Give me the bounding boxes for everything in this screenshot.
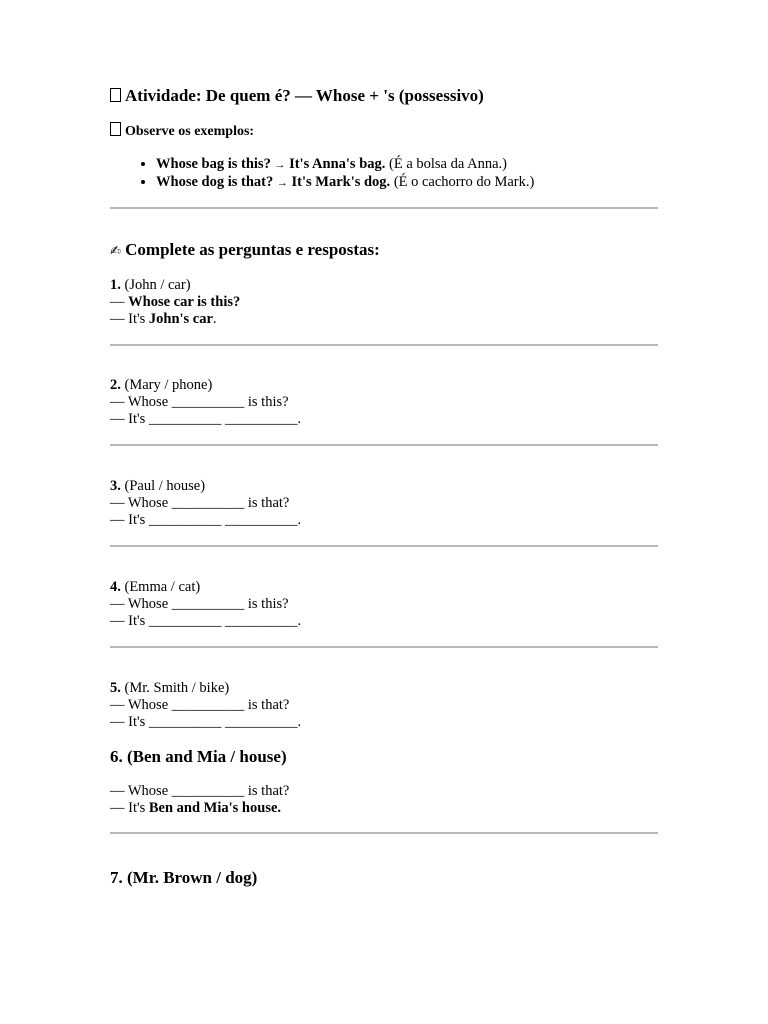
answer-text: John's car — [148, 311, 213, 327]
exercise-prompt — [110, 478, 301, 495]
exercise-number: 2. — [110, 377, 121, 393]
exercise-answer — [110, 800, 289, 817]
arrow-right-icon: → — [274, 159, 286, 171]
example-answer: It's Mark's dog. — [291, 174, 391, 190]
exercise-5 — [110, 680, 301, 731]
answer-text: Ben and Mia's house. — [148, 800, 282, 816]
exercise-question: — Whose __________ is this? — [110, 394, 289, 410]
exercise-hint: (Mr. Smith / bike) — [120, 680, 230, 696]
example-question: Whose dog is that? — [156, 174, 274, 190]
exercise-1 — [110, 277, 240, 328]
exercise-prompt — [110, 377, 301, 394]
answer-prefix: — It's — [110, 800, 149, 816]
exercise-number: 1. — [110, 277, 121, 293]
exercise-6-heading: 6. (Ben and Mia / house) — [110, 747, 287, 766]
exercise-hint: (John / car) — [120, 277, 191, 293]
writing-hand-icon: ✍ — [110, 244, 121, 259]
arrow-right-icon: → — [276, 177, 288, 189]
complete-heading-text: Complete as perguntas e respostas: — [125, 240, 380, 259]
example-item — [156, 174, 534, 192]
missing-glyph-icon — [110, 88, 121, 102]
exercise-question: — Whose __________ is that? — [110, 495, 290, 511]
exercise-hint: (Emma / cat) — [120, 579, 201, 595]
exercise-number: 4. — [110, 579, 121, 595]
complete-heading — [110, 240, 380, 260]
exercise-6 — [110, 783, 289, 817]
worksheet-title-text: Atividade: De quem é? — Whose + 's (possessivo) — [125, 86, 484, 105]
exercise-3 — [110, 478, 301, 529]
example-question: Whose bag is this? — [156, 156, 271, 172]
exercise-answer: — It's __________ __________. — [110, 512, 302, 528]
exercise-question: — Whose __________ is this? — [110, 596, 289, 612]
exercise-2 — [110, 377, 301, 428]
example-item — [156, 156, 534, 174]
missing-glyph-icon — [110, 122, 121, 136]
exercise-hint: (Paul / house) — [120, 478, 206, 494]
example-translation: (É o cachorro do Mark.) — [390, 174, 535, 190]
exercise-question — [110, 294, 240, 311]
exercise-hint: (Mary / phone) — [120, 377, 213, 393]
example-answer: It's Anna's bag. — [289, 156, 386, 172]
exercise-number: 5. — [110, 680, 121, 696]
dash: — — [110, 294, 129, 310]
observe-heading-text: Observe os exemplos: — [125, 124, 255, 139]
exercise-4 — [110, 579, 301, 630]
divider — [110, 207, 658, 209]
divider — [110, 545, 658, 547]
exercise-question: — Whose __________ is that? — [110, 697, 290, 713]
divider — [110, 344, 658, 346]
answer-prefix: — It's — [110, 311, 149, 327]
exercise-7-heading: 7. (Mr. Brown / dog) — [110, 868, 258, 887]
examples-list — [110, 156, 534, 192]
exercise-question: — Whose __________ is that? — [110, 783, 290, 799]
exercise-answer: — It's __________ __________. — [110, 714, 302, 730]
example-translation: (É a bolsa da Anna.) — [385, 156, 507, 172]
worksheet-title — [110, 86, 484, 106]
exercise-answer: — It's __________ __________. — [110, 613, 302, 629]
exercise-answer — [110, 311, 240, 328]
exercise-prompt — [110, 680, 301, 697]
exercise-prompt — [110, 277, 240, 294]
answer-suffix: . — [212, 311, 217, 327]
exercise-answer: — It's __________ __________. — [110, 411, 302, 427]
observe-heading — [110, 122, 254, 140]
divider — [110, 444, 658, 446]
divider — [110, 832, 658, 834]
divider — [110, 646, 658, 648]
exercise-number: 3. — [110, 478, 121, 494]
exercise-prompt — [110, 579, 301, 596]
question-text: Whose car is this? — [128, 294, 241, 310]
